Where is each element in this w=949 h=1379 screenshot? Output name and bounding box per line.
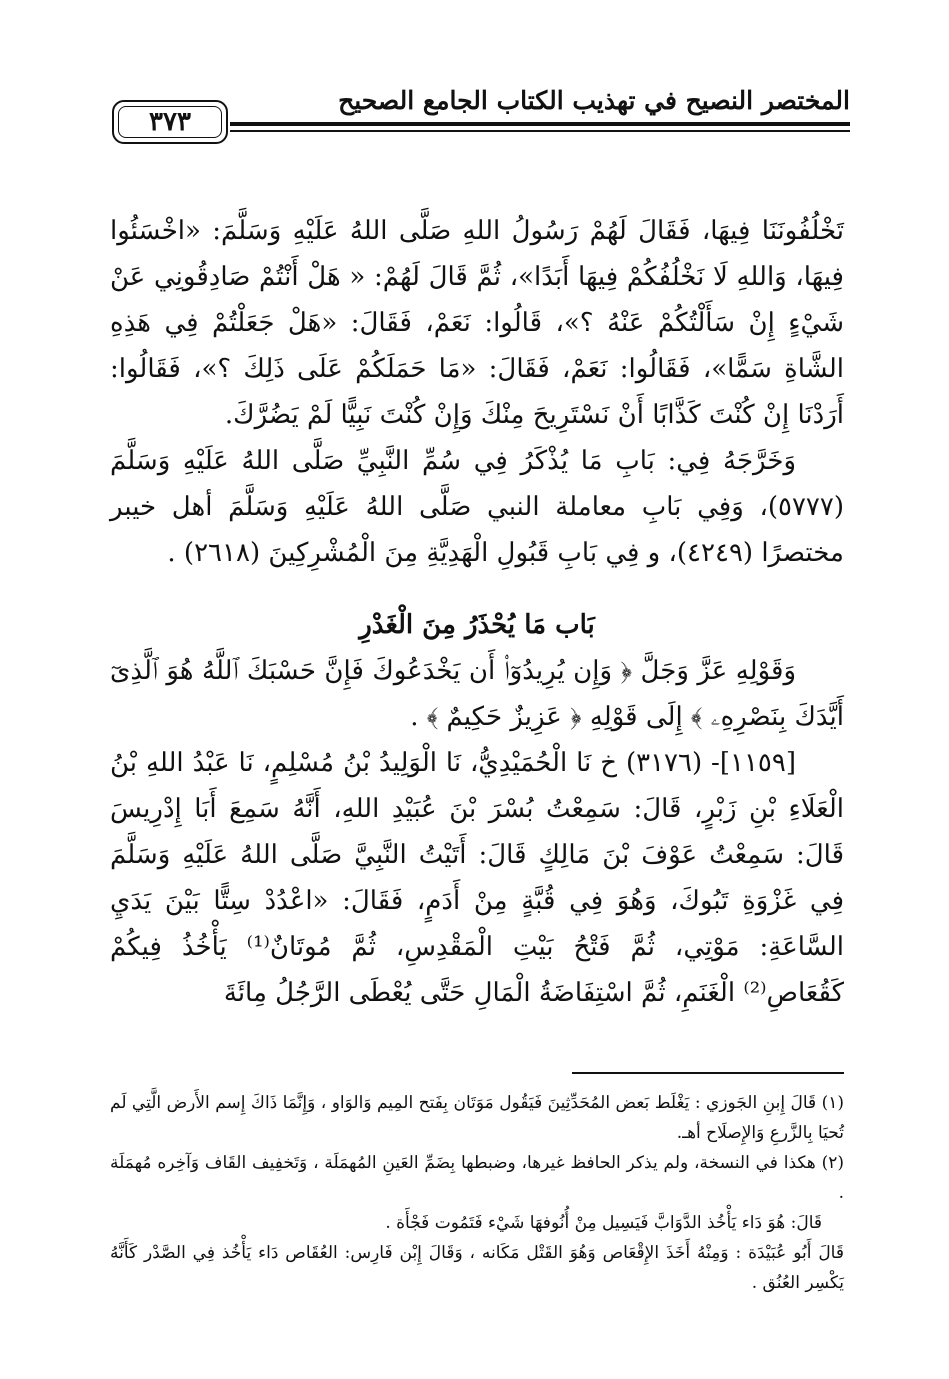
chapter-heading: بَاب مَا يُحْذَرُ مِنَ الْغَدْرِ [359, 610, 595, 640]
footnote-2: (٢) هكذا في النسخة، ولم يذكر الحافظ غيرها، وضبطها بِضَمِّ العَينِ المُهمَلَة ، وَتَخفِيف القَاف وَآخِره مُهمَلَة . [110, 1153, 844, 1203]
book-title: المختصر النصيح في تهذيب الكتاب الجامع الصحيح [338, 86, 850, 115]
header-rule [230, 122, 850, 126]
paragraph-hadith-end: تَخْلُفُونَنَا فِيهَا، فَقَالَ لَهُمْ رَسُولُ اللهِ صَلَّى اللهُ عَلَيْهِ وَسَلَّمَ: «اخْسَئُوا فِيهَا، وَاللهِ لَا نَخْلُفُكُمْ فِيهَا أَبَدًا»، ثُمَّ قَالَ لَهُمْ: « هَلْ أَنْتُمْ صَادِقُونِي عَنْ شَيْءٍ إِنْ سَأَلْتُكُمْ عَنْهُ ؟»، قَالُوا: نَعَمْ، فَقَالَ: «هَلْ جَعَلْتُمْ فِي هَذِهِ الشَّاةِ سَمًّا»، فَقَالُوا: نَعَمْ، فَقَالَ: «مَا حَمَلَكُمْ عَلَى ذَلِكَ ؟»، فَقَالُوا: أَرَدْنَا إِنْ كُنْتَ كَذَّابًا أَنْ نَسْتَرِيحَ مِنْكَ وَإِنْ كُنْتَ نَبِيًّا لَمْ يَضُرَّكَ. [110, 216, 844, 430]
page-number: ٣٧٣ [149, 107, 191, 137]
footnotes [110, 1088, 844, 1298]
footnote-2-continued: قَالَ: هُوَ دَاء يَأْخُذ الدَّوَابَّ فَيَسِيل مِنْ أُنُوفهَا شَيْء فَتَمُوت فَجْأَة . [385, 1213, 822, 1233]
main-text [110, 208, 844, 1016]
footnote-1: (١) قَالَ إِبنِ الجَوزي : يَغْلَط بَعض المُحَدِّثِينَ فَيَقُول مَوَتَان بِفَتح المِيم وَالوَاو ، وَإِنَّمَا ذَاكَ إِسم الأَرض الَّتِي لَم تُحيَا بِالزَّرعِ وَالإِصلَاح أهـ. [110, 1093, 844, 1143]
header-rule-thin [230, 130, 850, 132]
footnote-separator [572, 1072, 844, 1074]
paragraph-takhrij: وَخَرَّجَهُ فِي: بَابِ مَا يُذْكَرُ فِي سُمِّ النَّبِيِّ صَلَّى اللهُ عَلَيْهِ وَسَلَّمَ (٥٧٧٧)، وَفِي بَابِ معاملة النبي صَلَّى اللهُ عَلَيْهِ وَسَلَّمَ أهل خيبر مختصرًا (٤٢٤٩)، و فِي بَابِ قَبُولِ الْهَدِيَّةِ مِنَ الْمُشْرِكِينَ (٢٦١٨) . [110, 446, 844, 568]
footnote-2-quote: قَالَ أَبُو عُبَيْدَة : وَمِنْهُ أَخَذَ الإِقْعَاص وَهُوَ القَتْل مَكَانه ، وَقَالَ إِبْن فَارِس: العُقَاص دَاء يَأْخُذ فِي الصَّدْر كَأَنَّهُ يَكْسِر العُنُق . [110, 1243, 844, 1293]
page-number-frame [112, 100, 228, 144]
paragraph-hadith-1159: [١١٥٩]- (٣١٧٦) خ نَا الْحُمَيْدِيُّ، نَا الْوَلِيدُ بْنُ مُسْلِمٍ، نَا عَبْدُ اللهِ بْنُ الْعَلَاءِ بْنِ زَبْرٍ، قَالَ: سَمِعْتُ بُسْرَ بْنَ عُبَيْدِ اللهِ، أَنَّهُ سَمِعَ أَبَا إِدْرِيسَ قَالَ: سَمِعْتُ عَوْفَ بْنَ مَالِكٍ قَالَ: أَتَيْتُ النَّبِيَّ صَلَّى اللهُ عَلَيْهِ وَسَلَّمَ فِي غَزْوَةِ تَبُوكَ، وَهُوَ فِي قُبَّةٍ مِنْ أَدَمٍ، فَقَالَ: «اعْدُدْ سِتًّا بَيْنَ يَدَيِ السَّاعَةِ: مَوْتِي، ثُمَّ فَتْحُ بَيْتِ الْمَقْدِسِ، ثُمَّ مُوتَانٌ⁽¹⁾ يَأْخُذُ فِيكُمْ كَقُعَاصِ⁽²⁾ الْغَنَمِ، ثُمَّ اسْتِفَاضَةُ الْمَالِ حَتَّى يُعْطَى الرَّجُلُ مِائَةَ [110, 748, 844, 1008]
running-header [110, 82, 850, 152]
paragraph-quran-verse: وَقَوْلِهِ عَزَّ وَجَلَّ ﴿ وَإِن يُرِيدُوٓا۟ أَن يَخْدَعُوكَ فَإِنَّ حَسْبَكَ ٱللَّهُ هُوَ ٱلَّذِىٓ أَيَّدَكَ بِنَصْرِهِۦ ﴾ إِلَى قَوْلِهِ ﴿ عَزِيزٌ حَكِيمٌ ﴾ . [110, 656, 844, 732]
